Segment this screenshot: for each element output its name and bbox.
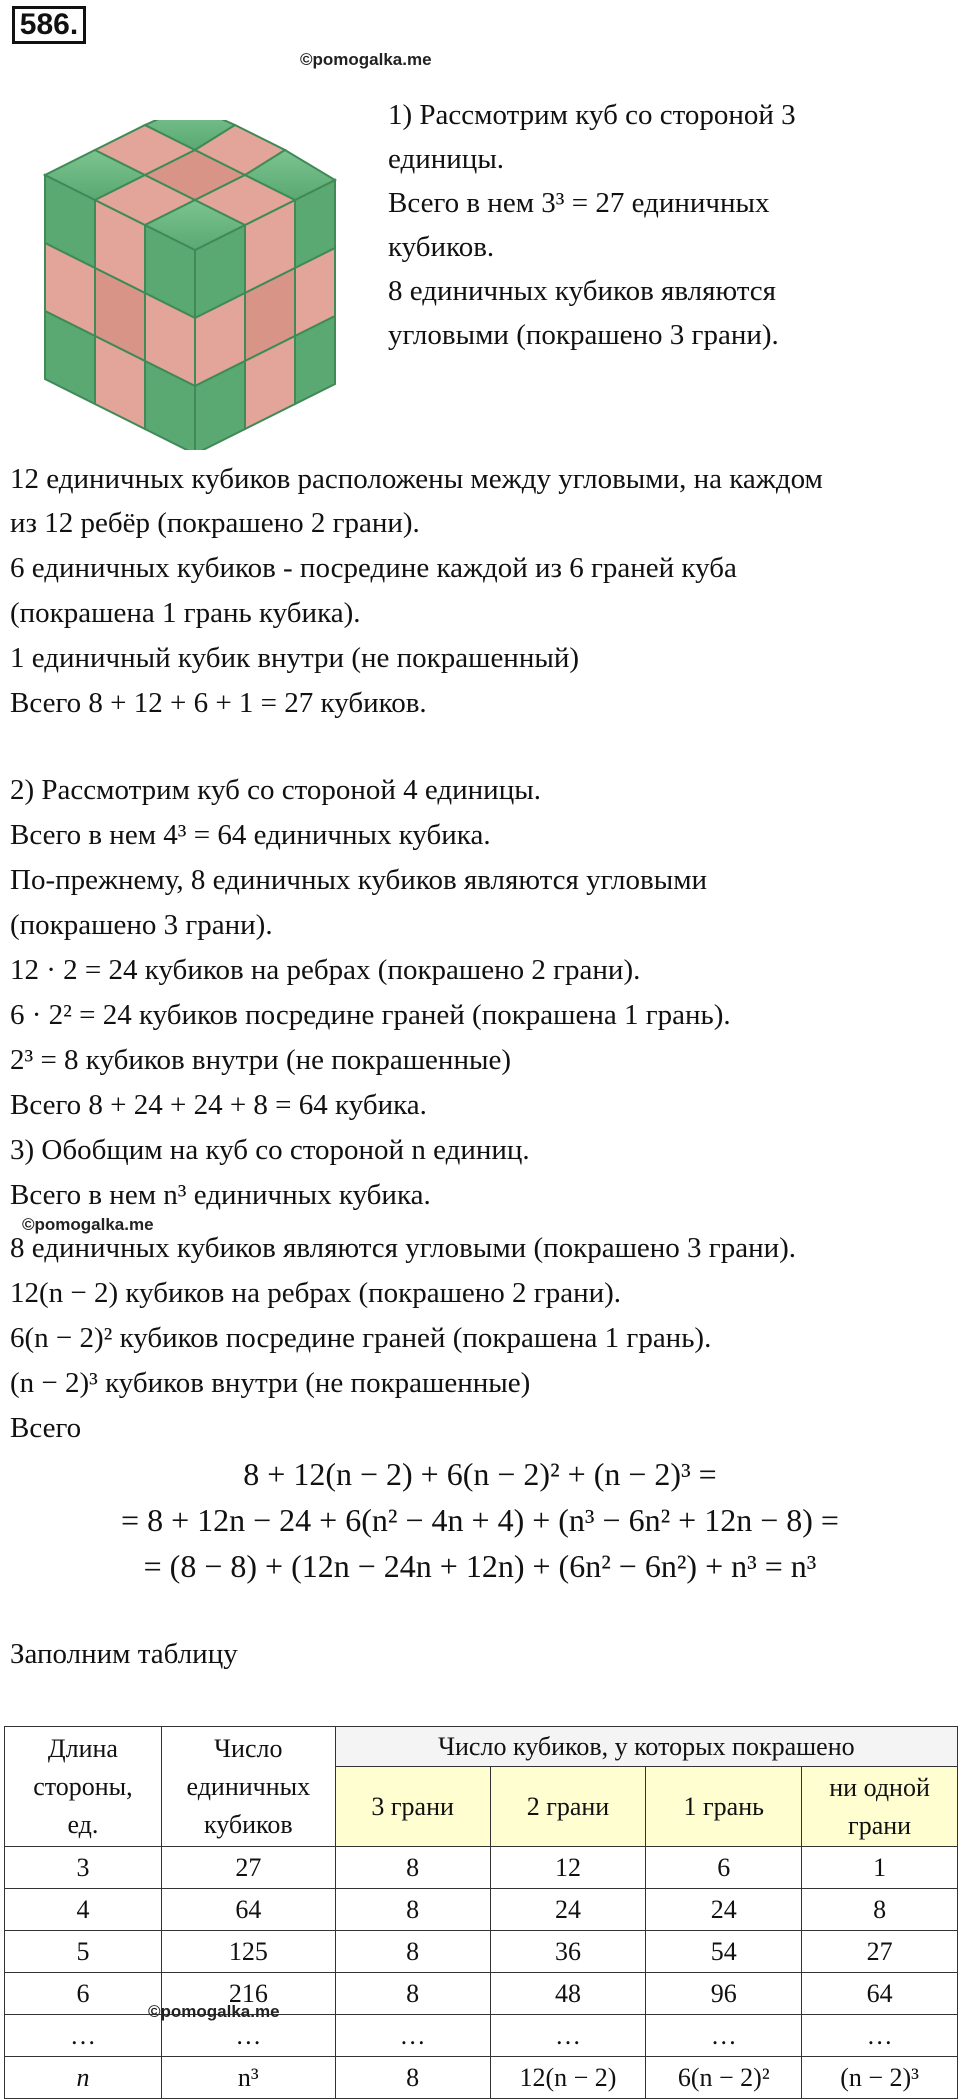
equation-line-1: 8 + 12(n − 2) + 6(n − 2)² + (n − 2)³ =: [243, 1456, 717, 1492]
cell: 8: [335, 1973, 490, 2015]
part1-line-2: единицы.: [388, 143, 505, 175]
cell: 96: [646, 1973, 802, 2015]
cell: 8: [802, 1889, 958, 1931]
part1-line-6: угловыми (покрашено 3 грани).: [388, 319, 779, 351]
cell: 125: [161, 1931, 335, 1973]
cell: …: [802, 2015, 958, 2057]
part2-line-6: 6 · 2² = 24 кубиков посредине граней (покрашена 1 грань).: [10, 999, 731, 1031]
cell: 24: [646, 1889, 802, 1931]
cell: 27: [161, 1847, 335, 1889]
cell: 3: [5, 1847, 162, 1889]
part3-line-2: Всего в нем n³ единичных кубика.: [10, 1179, 431, 1211]
part1-line-5: 8 единичных кубиков являются: [388, 275, 777, 307]
part3-line-1: 3) Обобщим на куб со стороной n единиц.: [10, 1134, 530, 1166]
cell: 6(n − 2)²: [646, 2057, 802, 2099]
part1-full-line-3: 6 единичных кубиков - посредине каждой из 6 граней куба: [10, 552, 737, 584]
part3-line-3: 8 единичных кубиков являются угловыми (покрашено 3 грани).: [10, 1232, 797, 1264]
rubik-cube-illustration: [40, 120, 340, 450]
header-1-face: 1 грань: [646, 1767, 802, 1847]
part1-line-4: кубиков.: [388, 231, 495, 263]
cell: 36: [490, 1931, 646, 1973]
cell: 12(n − 2): [490, 2057, 646, 2099]
cell: 8: [335, 2057, 490, 2099]
cell: 216: [161, 1973, 335, 2015]
cell: 1: [802, 1847, 958, 1889]
cell: …: [5, 2015, 162, 2057]
cell: 24: [490, 1889, 646, 1931]
equation-line-2: = 8 + 12n − 24 + 6(n² − 4n + 4) + (n³ − 6n² + 12n − 8) =: [121, 1502, 839, 1538]
table-intro: Заполним таблицу: [10, 1638, 238, 1670]
cell: 6: [646, 1847, 802, 1889]
table-row: [5, 2057, 958, 2099]
part1-full-line-4: (покрашена 1 грань кубика).: [10, 597, 361, 629]
part1-full-line-1: 12 единичных кубиков расположены между угловыми, на каждом: [10, 463, 823, 495]
header-no-faces: ни одной грани: [802, 1767, 958, 1847]
cell: 64: [161, 1889, 335, 1931]
cell: (n − 2)³: [802, 2057, 958, 2099]
cell: 8: [335, 1889, 490, 1931]
results-table: [4, 1726, 958, 2099]
part1-full-line-5: 1 единичный кубик внутри (не покрашенный): [10, 642, 580, 674]
header-side-length: Длина стороны, ед.: [5, 1727, 162, 1847]
part3-line-7: Всего: [10, 1412, 82, 1444]
header-2-faces: 2 грани: [490, 1767, 646, 1847]
part3-line-5: 6(n − 2)² кубиков посредине граней (покрашена 1 грань).: [10, 1322, 712, 1354]
cell: 12: [490, 1847, 646, 1889]
watermark: ©pomogalka.me: [300, 50, 432, 69]
cell: n³: [161, 2057, 335, 2099]
cell: n: [5, 2057, 162, 2099]
part3-line-4: 12(n − 2) кубиков на ребрах (покрашено 2 грани).: [10, 1277, 622, 1309]
cell: …: [335, 2015, 490, 2057]
equation-line-3: = (8 − 8) + (12n − 24n + 12n) + (6n² − 6n²) + n³ = n³: [143, 1548, 817, 1584]
part1-full-line-6: Всего 8 + 12 + 6 + 1 = 27 кубиков.: [10, 687, 427, 719]
cell: …: [161, 2015, 335, 2057]
header-3-faces: 3 грани: [335, 1767, 490, 1847]
table-row: [5, 1847, 958, 1889]
cell: 64: [802, 1973, 958, 2015]
part2-line-2: Всего в нем 4³ = 64 единичных кубика.: [10, 819, 491, 851]
part2-line-4: (покрашено 3 грани).: [10, 909, 273, 941]
table-row: [5, 1889, 958, 1931]
part2-line-3: По-прежнему, 8 единичных кубиков являются угловыми: [10, 864, 708, 896]
part1-line-3: Всего в нем 3³ = 27 единичных: [388, 187, 770, 219]
part2-line-7: 2³ = 8 кубиков внутри (не покрашенные): [10, 1044, 511, 1076]
cell: 8: [335, 1931, 490, 1973]
part2-line-5: 12 · 2 = 24 кубиков на ребрах (покрашено 2 грани).: [10, 954, 641, 986]
cell: 48: [490, 1973, 646, 2015]
header-unit-count: Число единичных кубиков: [161, 1727, 335, 1847]
cell: 54: [646, 1931, 802, 1973]
cell: 4: [5, 1889, 162, 1931]
watermark: ©pomogalka.me: [148, 2002, 280, 2021]
part1-line-1: 1) Рассмотрим куб со стороной 3: [388, 99, 796, 131]
header-painted-group: Число кубиков, у которых покрашено: [335, 1727, 957, 1767]
cell: 27: [802, 1931, 958, 1973]
cell: …: [646, 2015, 802, 2057]
part2-line-8: Всего 8 + 24 + 24 + 8 = 64 кубика.: [10, 1089, 427, 1121]
cell: 6: [5, 1973, 162, 2015]
part2-line-1: 2) Рассмотрим куб со стороной 4 единицы.: [10, 774, 541, 806]
cell: 8: [335, 1847, 490, 1889]
table-row: [5, 1931, 958, 1973]
problem-number: 586.: [12, 6, 86, 44]
part3-line-6: (n − 2)³ кубиков внутри (не покрашенные): [10, 1367, 531, 1399]
cell: …: [490, 2015, 646, 2057]
cell: 5: [5, 1931, 162, 1973]
watermark: ©pomogalka.me: [22, 1215, 154, 1234]
part1-full-line-2: из 12 ребёр (покрашено 2 грани).: [10, 507, 420, 539]
